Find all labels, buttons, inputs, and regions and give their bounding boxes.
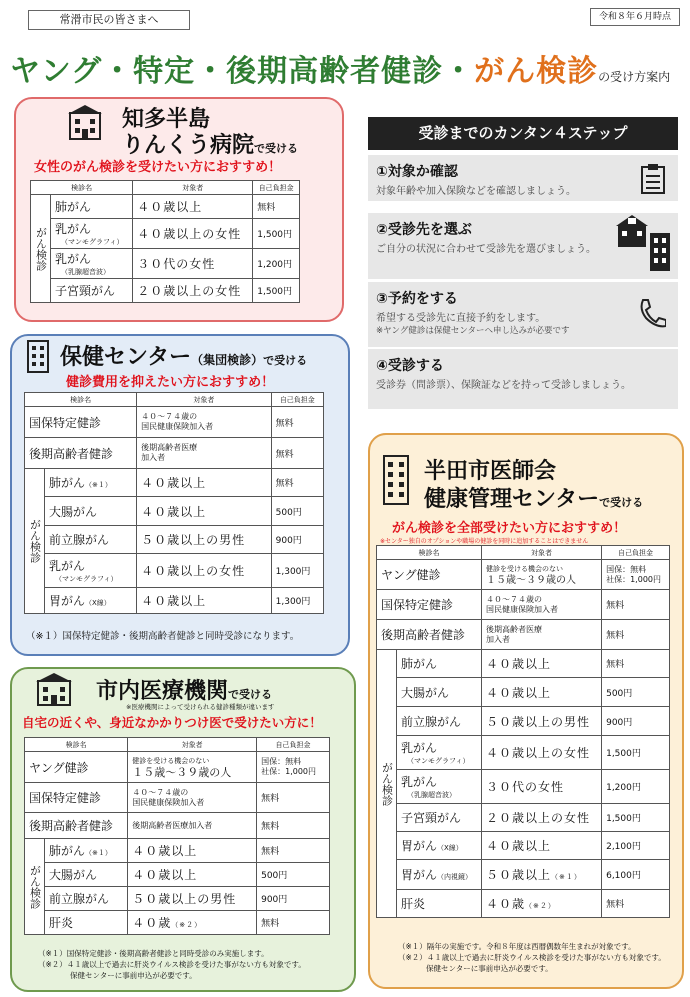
exam-target: 健診を受ける機会のない [132, 756, 210, 765]
exam-name: 乳がん [55, 252, 92, 266]
exam-name: 大腸がん [401, 685, 450, 700]
exam-fee: 無料 [271, 469, 323, 497]
col-header: 検診名 [25, 738, 128, 752]
exam-fee: 500円 [271, 497, 323, 526]
col-header: 自己負担金 [257, 738, 330, 752]
step-body: ご自分の状況に合わせて受診先を選びましょう。 [376, 244, 596, 255]
exam-fee: 無料 [271, 438, 323, 469]
title-separator: ・ [443, 54, 475, 89]
exam-target: ５０歳以上 [486, 868, 552, 882]
col-header: 対象者 [133, 181, 253, 195]
exam-name: 子宮頸がん [401, 811, 462, 825]
page-title [10, 46, 690, 90]
exam-fee: 6,100円 [602, 860, 670, 890]
exam-target: 後期高齢者医療 [141, 443, 198, 452]
exam-target-2: 加入者 [486, 634, 511, 644]
note-line: （※２）４１歳以上で過去に肝炎ウイルス検診を受けた事がない方も対象です。 [398, 953, 666, 962]
exam-target-sub: （※１） [551, 873, 582, 881]
exam-target: ３０代の女性 [482, 770, 602, 804]
exam-fee: 無料 [602, 890, 670, 918]
exam-name: 前立腺がん [401, 714, 462, 729]
col-header: 自己負担金 [602, 546, 670, 560]
table-row [377, 890, 670, 918]
exam-name: 前立腺がん [49, 892, 110, 906]
clinic-small-note: ※医療機関によって受けられる健診種類が違います [126, 703, 275, 711]
exam-name: 乳がん [49, 559, 86, 573]
col-header: 自己負担金 [253, 181, 300, 195]
col-header: 対象者 [482, 546, 602, 560]
exam-name: 国保特定健診 [377, 590, 482, 620]
center-recommend: 健診費用を抑えたい方におすすめ！ [66, 375, 275, 390]
ishikai-notes [398, 941, 666, 974]
exam-sub: （X線） [85, 599, 111, 607]
center-name: 保健センター [60, 345, 192, 370]
clinic-notes [38, 948, 306, 981]
exam-name: 肺がん [55, 200, 92, 214]
table-row [25, 469, 324, 497]
exam-fee: 1,500円 [253, 219, 300, 249]
exam-name: ヤング健診 [377, 560, 482, 590]
ishikai-name-line [424, 482, 643, 513]
exam-fee: 無料 [257, 813, 330, 839]
exam-target: ４０歳以上 [482, 832, 602, 860]
clinic-suffix: で受ける [228, 688, 273, 701]
exam-sub: （※１） [85, 849, 112, 857]
checklist-icon [640, 163, 666, 195]
exam-fee: 無料 [602, 620, 670, 650]
exam-target: ４０～７４歳の [132, 787, 189, 797]
hospital-table [30, 180, 300, 303]
table-row [31, 195, 300, 219]
step-note: ※ヤング健診は保健センターへ申し込みが必要です [376, 326, 570, 336]
table-row [377, 804, 670, 832]
exam-sub: （内視鏡） [437, 873, 473, 881]
exam-target: ４０歳以上 [137, 497, 271, 526]
step-2 [368, 213, 678, 279]
exam-name: 大腸がん [49, 868, 98, 882]
exam-sub: （※１） [85, 481, 112, 489]
clinic-title [96, 674, 272, 705]
step-3 [368, 282, 678, 347]
exam-name: 乳がん [401, 775, 438, 789]
exam-fee: 無料 [602, 590, 670, 620]
exam-target-2: １５歳～３９歳の人 [486, 575, 577, 586]
audience-label: 常滑市民の皆さまへ [28, 10, 190, 30]
hospital-suffix: で受ける [254, 142, 299, 155]
building-icon [26, 339, 50, 373]
hospital-recommend: 女性のがん検診を受けたい方におすすめ！ [34, 160, 282, 175]
exam-fee: 国保：無料 [606, 564, 647, 574]
exam-target: ４０歳以上の女性 [137, 554, 271, 588]
exam-fee: 無料 [271, 407, 323, 438]
table-row [25, 813, 330, 839]
note-line: （※２）４１歳以上で過去に肝炎ウイルス検診を受けた事がない方も対象です。 [38, 960, 306, 969]
exam-sub: （マンモグラフィ） [407, 757, 470, 765]
building-icon [34, 671, 74, 707]
table-row [25, 407, 324, 438]
exam-target-2: １５歳～３９歳の人 [132, 765, 232, 779]
table-row [25, 438, 324, 469]
note-line: 保健センターに事前申込が必要です。 [426, 964, 553, 973]
exam-fee: 1,500円 [602, 804, 670, 832]
col-header: 検診名 [31, 181, 133, 195]
ishikai-name-1: 半田市医師会 [424, 459, 557, 484]
building-icon [382, 454, 410, 506]
hospital-name-1: 知多半島 [122, 107, 211, 132]
table-row [25, 911, 330, 935]
exam-target-2: 国民健康保険加入者 [486, 604, 559, 614]
exam-name: 肝炎 [401, 897, 426, 911]
exam-fee: 1,300円 [271, 554, 323, 588]
ishikai-small-note: ※センター独自のオプションや職場の健診を同時に追加することはできません [380, 538, 589, 545]
exam-sub: （乳腺超音波） [61, 268, 110, 276]
table-row [377, 860, 670, 890]
exam-target: ５０歳以上の男性 [137, 526, 271, 554]
exam-name: 国保特定健診 [25, 783, 128, 813]
exam-target: ３０代の女性 [133, 249, 253, 279]
table-row [377, 736, 670, 770]
table-row [25, 526, 324, 554]
exam-name: ヤング健診 [25, 752, 128, 783]
exam-name: 後期高齢者健診 [25, 438, 137, 469]
building-icon [66, 103, 104, 141]
hospital-name-line [122, 128, 298, 159]
exam-target: ４０歳以上の女性 [482, 736, 602, 770]
exam-name: 胃がん [401, 868, 438, 882]
col-header: 自己負担金 [271, 393, 323, 407]
exam-name: 国保特定健診 [25, 407, 137, 438]
title-checkups: ヤング・特定・後期高齢者健診 [10, 54, 444, 89]
table-row [25, 887, 330, 911]
step-4 [368, 349, 678, 409]
exam-name: 子宮頸がん [55, 284, 116, 298]
exam-target: ４０歳 [486, 897, 526, 911]
exam-name: 肺がん [401, 657, 438, 671]
table-row [377, 832, 670, 860]
exam-sub: （マンモグラフィ） [61, 238, 124, 246]
table-row [25, 588, 324, 614]
step-head: ④受診する [376, 358, 444, 374]
exam-name: 胃がん [49, 594, 86, 608]
exam-sub: （乳腺超音波） [407, 791, 456, 799]
center-suffix: で受ける [263, 354, 308, 367]
exam-fee: 900円 [271, 526, 323, 554]
exam-fee: 900円 [602, 707, 670, 736]
exam-target-sub: （※２） [171, 921, 203, 929]
ishikai-recommend: がん検診を全部受けたい方におすすめ！ [392, 521, 627, 536]
step-body: 対象年齢や加入保険などを確認しましょう。 [376, 186, 576, 197]
table-row [25, 554, 324, 588]
date-label: 令和８年６月時点 [590, 8, 680, 26]
table-row [377, 650, 670, 678]
group-label: がん検診 [377, 650, 397, 918]
ishikai-table [376, 545, 670, 918]
clinic-name: 市内医療機関 [96, 679, 229, 704]
exam-fee: 無料 [257, 911, 330, 935]
table-row [377, 707, 670, 736]
exam-target-sub: （※２） [525, 902, 556, 910]
exam-target: ４０歳以上の女性 [133, 219, 253, 249]
exam-fee: 1,200円 [253, 249, 300, 279]
step-1 [368, 155, 678, 201]
hospital-icon [616, 207, 674, 273]
exam-target-2: 国民健康保険加入者 [132, 797, 205, 807]
step-head: ①対象か確認 [376, 164, 458, 180]
phone-icon [636, 296, 666, 330]
exam-target: ４０歳以上 [482, 650, 602, 678]
step-body: 受診券（問診票）、保険証などを持って受診しましょう。 [376, 380, 631, 391]
exam-target: ４０～７４歳の [141, 412, 198, 421]
exam-name: 乳がん [401, 741, 438, 755]
exam-target-2: 国民健康保険加入者 [141, 422, 214, 431]
exam-target: ４０歳 [132, 916, 172, 930]
exam-fee-2: 社保：1,000円 [261, 767, 317, 776]
exam-fee: 1,500円 [602, 736, 670, 770]
exam-fee: 1,200円 [602, 770, 670, 804]
table-row [377, 560, 670, 590]
title-suffix: の受け方案内 [598, 70, 671, 84]
step-head: ③予約をする [376, 291, 458, 307]
exam-target: ４０歳以上 [137, 469, 271, 497]
exam-target: 後期高齢者医療加入者 [128, 813, 257, 839]
table-row [377, 620, 670, 650]
exam-target-2: 加入者 [141, 453, 166, 462]
center-sub: （集団検診） [191, 353, 264, 367]
col-header: 検診名 [377, 546, 482, 560]
exam-name: 後期高齢者健診 [25, 813, 128, 839]
col-header: 対象者 [128, 738, 257, 752]
clinic-table [24, 737, 330, 935]
exam-fee: 500円 [257, 863, 330, 887]
group-label: がん検診 [25, 469, 45, 614]
title-cancer: がん検診 [474, 54, 599, 89]
exam-target: ４０～７４歳の [486, 594, 543, 604]
col-header: 対象者 [137, 393, 271, 407]
exam-name: 乳がん [55, 222, 92, 236]
step-body: 希望する受診先に直接予約をします。 [376, 313, 546, 324]
exam-name: 肝炎 [49, 916, 74, 930]
exam-fee-2: 社保：1,000円 [606, 574, 661, 584]
group-label: がん検診 [25, 839, 45, 935]
exam-fee: 1,500円 [253, 279, 300, 303]
exam-fee: 無料 [257, 839, 330, 863]
exam-target: ４０歳以上 [128, 863, 257, 887]
exam-sub: （X線） [437, 844, 463, 852]
steps-title: 受診までのカンタン４ステップ [368, 117, 678, 150]
hospital-name-2: りんくう病院 [122, 133, 255, 158]
note-line: （※１）隔年の実施です。令和８年度は西暦偶数年生まれが対象です。 [398, 942, 636, 951]
table-row [31, 249, 300, 279]
table-row [25, 497, 324, 526]
table-row [25, 839, 330, 863]
exam-target: 後期高齢者医療 [486, 624, 543, 634]
table-row [25, 752, 330, 783]
center-table [24, 392, 324, 614]
exam-name: 胃がん [401, 839, 438, 853]
exam-target: ２０歳以上の女性 [133, 279, 253, 303]
exam-target: ４０歳以上 [133, 195, 253, 219]
exam-target: ４０歳以上 [128, 839, 257, 863]
col-header: 検診名 [25, 393, 137, 407]
exam-target: ４０歳以上 [482, 678, 602, 707]
center-title [60, 340, 307, 371]
exam-target: ５０歳以上の男性 [128, 887, 257, 911]
exam-target: ２０歳以上の女性 [482, 804, 602, 832]
exam-name: 前立腺がん [49, 533, 110, 547]
exam-fee: 2,100円 [602, 832, 670, 860]
exam-fee: 無料 [602, 650, 670, 678]
group-label: がん検診 [31, 195, 51, 303]
exam-fee: 1,300円 [271, 588, 323, 614]
note-line: （※１）国保特定健診・後期高齢者健診と同時受診のみ実施します。 [38, 949, 269, 958]
note-line: 保健センターに事前申込が必要です。 [70, 971, 197, 980]
exam-target: ４０歳以上 [137, 588, 271, 614]
exam-fee: 900円 [257, 887, 330, 911]
exam-fee: 国保：無料 [261, 757, 302, 766]
table-row [25, 863, 330, 887]
exam-name: 後期高齢者健診 [377, 620, 482, 650]
step-head: ②受診先を選ぶ [376, 222, 472, 238]
clinic-recommend: 自宅の近くや、身近なかかりつけ医で受けたい方に！ [22, 715, 322, 730]
exam-name: 大腸がん [49, 504, 98, 519]
table-row [31, 219, 300, 249]
exam-fee: 500円 [602, 678, 670, 707]
exam-target: ５０歳以上の男性 [482, 707, 602, 736]
table-row [31, 279, 300, 303]
table-row [377, 678, 670, 707]
table-row [25, 783, 330, 813]
table-row [377, 770, 670, 804]
exam-fee: 無料 [257, 783, 330, 813]
center-note: （※１）国保特定健診・後期高齢者健診と同時受診になります。 [26, 631, 300, 642]
ishikai-suffix: で受ける [599, 496, 644, 509]
exam-fee: 無料 [253, 195, 300, 219]
exam-sub: （マンモグラフィ） [55, 575, 118, 583]
exam-target: 健診を受ける機会のない [486, 565, 564, 573]
table-row [377, 590, 670, 620]
exam-name: 肺がん [49, 844, 86, 858]
ishikai-name-2: 健康管理センター [424, 487, 600, 512]
exam-name: 肺がん [49, 476, 86, 490]
